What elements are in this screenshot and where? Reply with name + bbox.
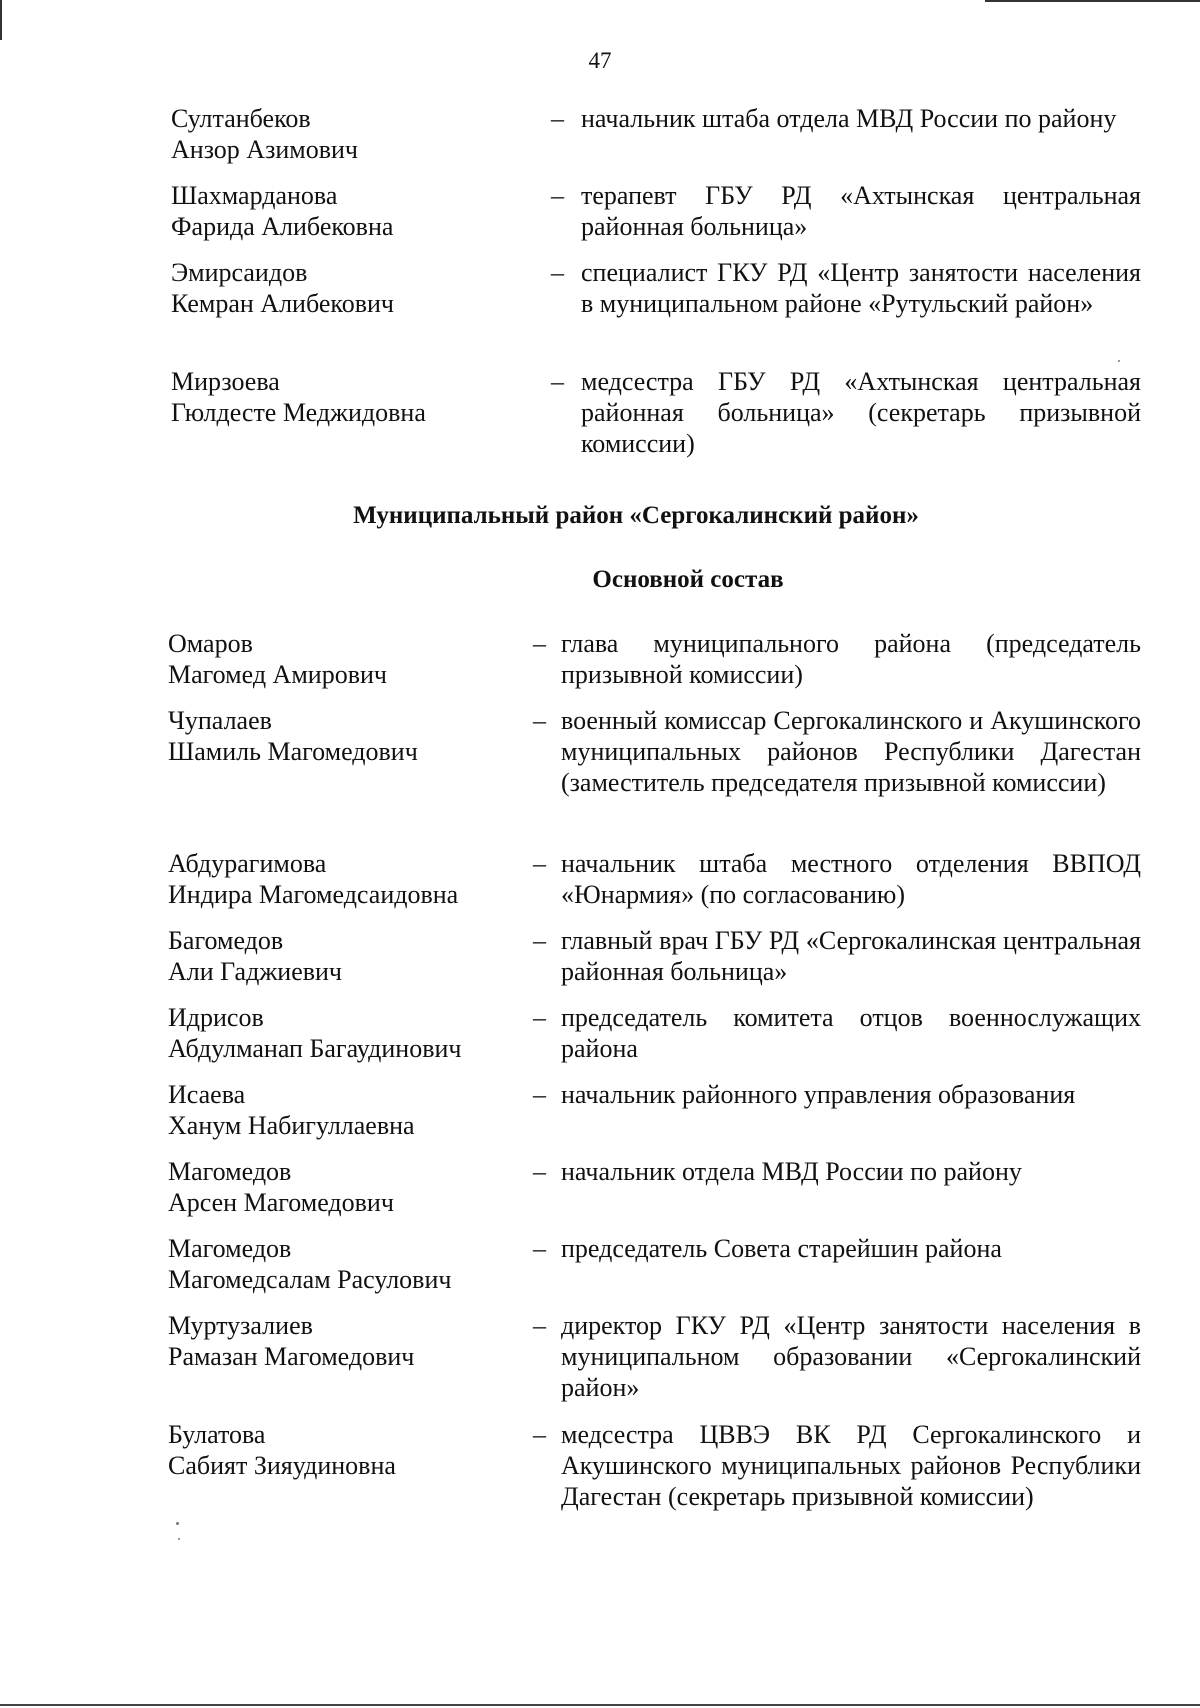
member-given-names: Ханум Набигуллаевна <box>168 1111 415 1140</box>
member-position: глава муниципального района (председатель призывной комиссии) <box>561 629 1141 689</box>
member-position: военный комиссар Сергокалинского и Акушинского муниципальных районов Республики Дагестан (заместитель председателя призывной комиссии) <box>561 706 1141 797</box>
member-position: директор ГКУ РД «Центр занятости населения в муниципальном образовании «Сергокалинский район» <box>561 1311 1141 1402</box>
separator-dash: – <box>551 367 564 396</box>
separator-dash: – <box>533 1420 546 1449</box>
member-surname: Шахмарданова <box>171 181 338 210</box>
member-given-names: Магомед Амирович <box>168 660 387 689</box>
member-position: терапевт ГБУ РД «Ахтынская центральная районная больница» <box>581 181 1141 241</box>
member-position: начальник штаба местного отделения ВВПОД «Юнармия» (по согласованию) <box>561 849 1141 909</box>
member-given-names: Индира Магомедсаидовна <box>168 880 459 909</box>
member-name <box>168 1079 508 1141</box>
member-name <box>171 366 511 428</box>
scan-speck <box>1118 360 1120 362</box>
scan-edge-bottom <box>0 1704 1200 1706</box>
separator-dash: – <box>533 1003 546 1032</box>
member-surname: Исаева <box>168 1080 246 1109</box>
member-given-names: Гюлдесте Меджидовна <box>171 398 426 427</box>
scan-speck <box>176 1522 179 1525</box>
member-name <box>168 628 508 690</box>
member-name <box>168 1002 508 1064</box>
member-given-names: Абдулманап Багаудинович <box>168 1034 462 1063</box>
member-position: специалист ГКУ РД «Центр занятости населения в муниципальном районе «Рутульский район» <box>581 258 1141 318</box>
separator-dash: – <box>533 706 546 735</box>
member-position: председатель комитета отцов военнослужащих района <box>561 1003 1141 1063</box>
member-position: начальник отдела МВД России по району <box>561 1157 1022 1186</box>
member-surname: Омаров <box>168 629 253 658</box>
member-name <box>171 103 511 165</box>
separator-dash: – <box>533 849 546 878</box>
member-surname: Султанбеков <box>171 104 311 133</box>
member-surname: Абдурагимова <box>168 849 327 878</box>
member-surname: Идрисов <box>168 1003 264 1032</box>
member-surname: Муртузалиев <box>168 1311 313 1340</box>
member-given-names: Кемран Алибекович <box>171 289 394 318</box>
member-given-names: Анзор Азимович <box>171 135 358 164</box>
member-name <box>171 180 511 242</box>
member-surname: Магомедов <box>168 1157 292 1186</box>
member-name <box>171 257 511 319</box>
member-name <box>168 1233 508 1295</box>
separator-dash: – <box>533 629 546 658</box>
member-given-names: Магомедсалам Расулович <box>168 1265 452 1294</box>
member-surname: Чупалаев <box>168 706 272 735</box>
district-heading: Муниципальный район «Сергокалинский район» <box>353 502 919 529</box>
member-surname: Булатова <box>168 1420 266 1449</box>
scan-edge-left <box>0 0 2 40</box>
member-name <box>168 1156 508 1218</box>
member-name <box>168 1310 508 1372</box>
member-surname: Эмирсаидов <box>171 258 308 287</box>
separator-dash: – <box>551 181 564 210</box>
member-position: медсестра ЦВВЭ ВК РД Сергокалинского и Акушинского муниципальных районов Республики Дагестан (секретарь призывной комиссии) <box>561 1420 1141 1511</box>
member-position: главный врач ГБУ РД «Сергокалинская центральная районная больница» <box>561 926 1141 986</box>
separator-dash: – <box>533 926 546 955</box>
member-surname: Мирзоева <box>171 367 280 396</box>
member-given-names: Рамазан Магомедович <box>168 1342 415 1371</box>
member-position: медсестра ГБУ РД «Ахтынская центральная районная больница» (секретарь призывной комиссии) <box>581 367 1141 458</box>
separator-dash: – <box>533 1080 546 1109</box>
composition-heading: Основной состав <box>592 566 784 593</box>
page-number: 47 <box>588 48 612 73</box>
member-name <box>168 705 508 767</box>
member-name <box>168 1419 508 1481</box>
member-surname: Багомедов <box>168 926 284 955</box>
member-position: начальник штаба отдела МВД России по району <box>581 104 1117 133</box>
separator-dash: – <box>533 1234 546 1263</box>
scan-edge-top <box>985 0 1200 2</box>
separator-dash: – <box>533 1311 546 1340</box>
member-given-names: Шамиль Магомедович <box>168 737 418 766</box>
member-surname: Магомедов <box>168 1234 292 1263</box>
member-position: председатель Совета старейшин района <box>561 1234 1002 1263</box>
member-position: начальник районного управления образования <box>561 1080 1076 1109</box>
member-given-names: Арсен Магомедович <box>168 1188 394 1217</box>
member-given-names: Сабият Зияудиновна <box>168 1451 396 1480</box>
member-name <box>168 925 508 987</box>
member-given-names: Фарида Алибековна <box>171 212 394 241</box>
member-name <box>168 848 508 910</box>
separator-dash: – <box>551 104 564 133</box>
scan-speck <box>178 1538 180 1540</box>
member-given-names: Али Гаджиевич <box>168 957 343 986</box>
separator-dash: – <box>551 258 564 287</box>
separator-dash: – <box>533 1157 546 1186</box>
